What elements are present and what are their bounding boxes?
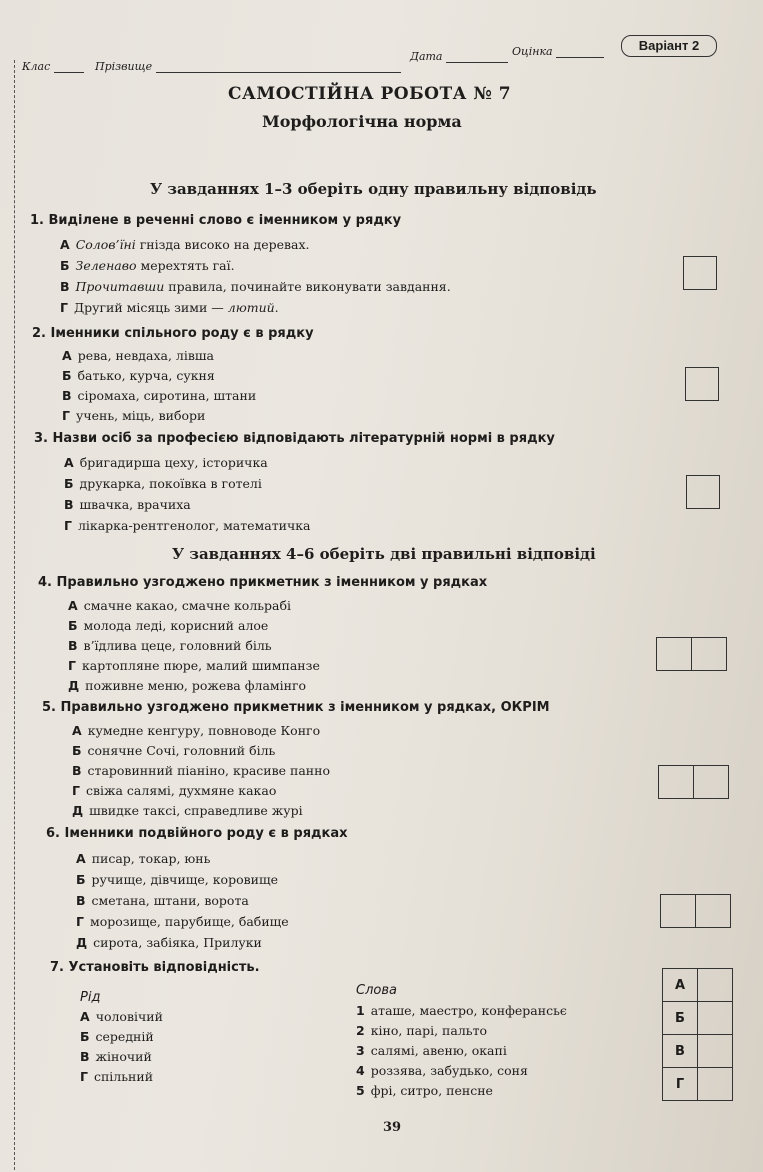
q7-grid-cell-c[interactable]: [698, 1035, 733, 1068]
question-3: 3. Назви осіб за професією відповідають літературній нормі в рядку: [34, 431, 555, 446]
q1-option-d: Г Другий місяць зими — лютий.: [60, 300, 279, 315]
q4-option-e: Д поживне меню, рожева фламінго: [68, 678, 307, 693]
q1-option-c: В Прочитавши правила, починайте виконувати завдання.: [60, 279, 451, 294]
instruction-1-3: У завданнях 1–3 оберіть одну правильну відповідь: [150, 180, 597, 198]
q5-answer-box-2[interactable]: [693, 765, 729, 799]
q6-option-b: Б ручище, дівчище, коровище: [76, 872, 278, 887]
q3-option-d: Г лікарка-рентгенолог, математичка: [64, 518, 311, 533]
margin-line: [14, 60, 16, 1170]
q6-answer-box-1[interactable]: [660, 894, 696, 928]
q1-option-a: А Солов’їні гнізда високо на деревах.: [60, 237, 310, 252]
date-field[interactable]: Дата: [410, 50, 508, 63]
question-6: 6. Іменники подвійного роду є в рядках: [46, 826, 348, 841]
page-title: САМОСТІЙНА РОБОТА № 7: [228, 84, 512, 104]
q7-left-c: В жіночий: [80, 1049, 152, 1064]
q3-option-b: Б друкарка, покоївка в готелі: [64, 476, 262, 491]
q2-option-c: В сіромаха, сиротина, штани: [62, 388, 257, 403]
q7-answer-grid: [662, 968, 733, 1101]
page-number: 39: [383, 1120, 402, 1135]
q1-answer-box[interactable]: [683, 256, 717, 290]
q5-answer-box-1[interactable]: [658, 765, 694, 799]
question-1: 1. Виділене в реченні слово є іменником у рядку: [30, 213, 402, 228]
q5-option-e: Д швидке таксі, справедливе журі: [72, 803, 303, 818]
q4-option-a: А смачне какао, смачне кольрабі: [68, 598, 292, 613]
q3-answer-box[interactable]: [686, 475, 720, 509]
q7-right-4: 4 роззява, забудько, соня: [356, 1063, 528, 1078]
q6-answer-boxes[interactable]: [660, 894, 730, 928]
question-4: 4. Правильно узгоджено прикметник з іменником у рядках: [38, 575, 488, 590]
q6-option-a: А писар, токар, юнь: [76, 851, 211, 866]
q7-grid-cell-b[interactable]: [698, 1002, 733, 1035]
q7-left-title: Рід: [80, 990, 101, 1005]
q7-grid-label-a: А: [663, 969, 698, 1002]
q5-option-b: Б сонячне Сочі, головний біль: [72, 743, 276, 758]
q6-option-e: Д сирота, забіяка, Прилуки: [76, 935, 262, 950]
q6-option-d: Г морозище, парубище, бабище: [76, 914, 289, 929]
q3-option-a: А бригадирша цеху, історичка: [64, 455, 268, 470]
q4-answer-box-2[interactable]: [691, 637, 727, 671]
q7-left-a: А чоловічий: [80, 1009, 163, 1024]
page-subtitle: Морфологічна норма: [262, 112, 462, 131]
q7-left-b: Б середній: [80, 1029, 154, 1044]
variant-badge: Варіант 2: [621, 35, 717, 57]
grade-field[interactable]: Оцінка: [512, 45, 604, 58]
question-5: 5. Правильно узгоджено прикметник з іменником у рядках, ОКРІМ: [42, 700, 550, 715]
q1-option-b: Б Зеленаво мерехтять гаї.: [60, 258, 235, 273]
q4-option-c: В в’їдлива цеце, головний біль: [68, 638, 272, 653]
question-2: 2. Іменники спільного роду є в рядку: [32, 326, 314, 341]
q2-option-a: А рева, невдаха, лівша: [62, 348, 214, 363]
q3-option-c: В швачка, врачиха: [64, 497, 191, 512]
q7-grid-cell-d[interactable]: [698, 1068, 733, 1101]
q5-option-a: А кумедне кенгуру, повноводе Конго: [72, 723, 321, 738]
question-7: 7. Установіть відповідність.: [50, 960, 260, 975]
q4-answer-box-1[interactable]: [656, 637, 692, 671]
surname-field[interactable]: Прізвище: [95, 60, 401, 73]
class-field[interactable]: Клас: [22, 60, 84, 73]
q7-right-title: Слова: [356, 983, 397, 998]
q2-answer-box[interactable]: [685, 367, 719, 401]
q5-option-c: В старовинний піаніно, красиве панно: [72, 763, 330, 778]
q7-right-3: 3 салямі, авеню, окапі: [356, 1043, 507, 1058]
q7-left-d: Г спільний: [80, 1069, 154, 1084]
q7-grid-cell-a[interactable]: [698, 969, 733, 1002]
q5-answer-boxes[interactable]: [658, 765, 728, 799]
q2-option-d: Г учень, міць, вибори: [62, 408, 206, 423]
q7-right-5: 5 фрі, ситро, пенсне: [356, 1083, 493, 1098]
instruction-4-6: У завданнях 4–6 оберіть дві правильні відповіді: [172, 545, 596, 563]
q4-answer-boxes[interactable]: [656, 637, 726, 671]
q6-answer-box-2[interactable]: [695, 894, 731, 928]
q5-option-d: Г свіжа салямі, духмяне какао: [72, 783, 277, 798]
q4-option-b: Б молода леді, корисний алое: [68, 618, 269, 633]
q6-option-c: В сметана, штани, ворота: [76, 893, 249, 908]
q4-option-d: Г картопляне пюре, малий шимпанзе: [68, 658, 320, 673]
q7-right-2: 2 кіно, парі, пальто: [356, 1023, 488, 1038]
q7-grid-label-d: Г: [663, 1068, 698, 1101]
q7-right-1: 1 аташе, маестро, конферансьє: [356, 1003, 567, 1018]
q7-grid-label-c: В: [663, 1035, 698, 1068]
q7-grid-label-b: Б: [663, 1002, 698, 1035]
q2-option-b: Б батько, курча, сукня: [62, 368, 215, 383]
